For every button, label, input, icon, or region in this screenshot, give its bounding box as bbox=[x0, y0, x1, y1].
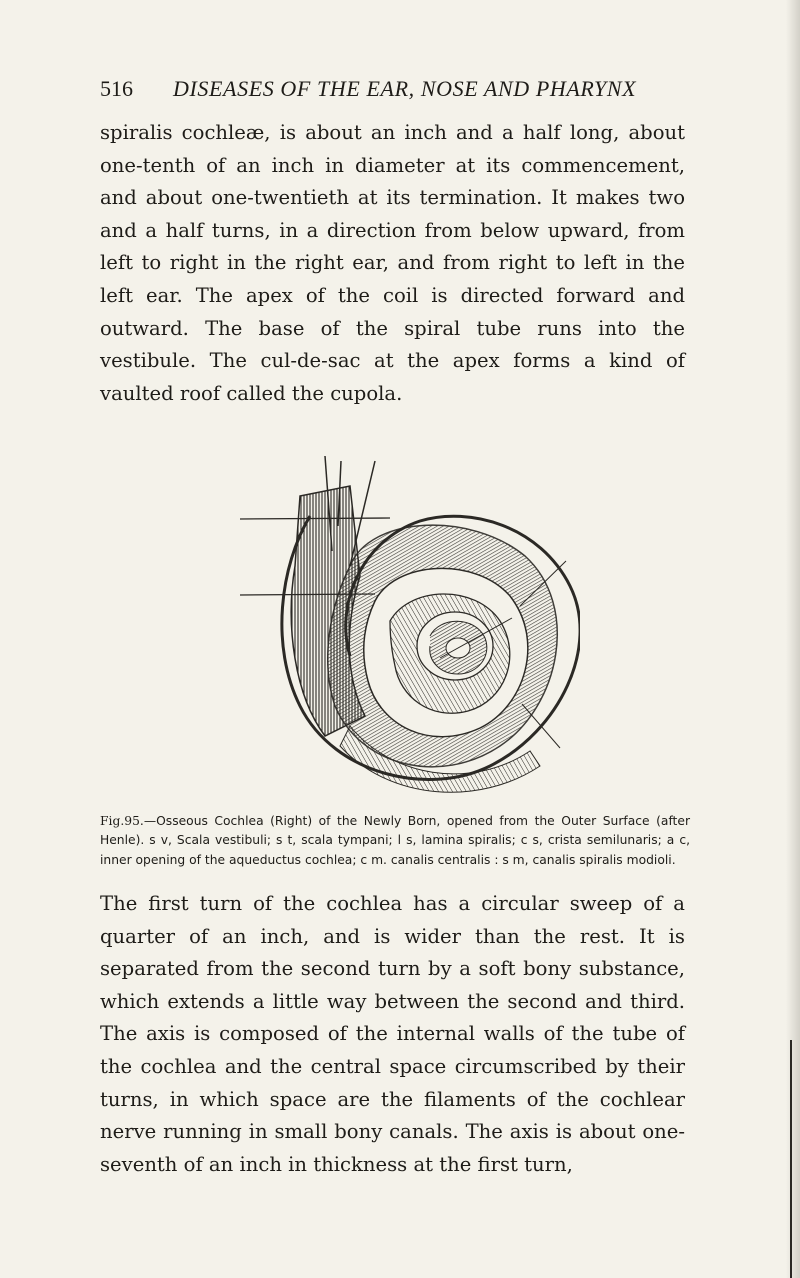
figure-caption-text: .—Osseous Cochlea (Right) of the Newly Born, opened from the Outer Surface (after Henle). s v, Scala vestibuli; s t, scala tympani; l s, lamina spiralis; c s, crista semilunaris; a c, inner opening of the aqueductus cochlea; c m. canalis centralis : s m, canalis spiralis modioli. bbox=[100, 814, 690, 867]
cochlea-illustration bbox=[240, 456, 580, 806]
page-edge-shadow bbox=[786, 0, 800, 1278]
page-edge-line bbox=[790, 1040, 792, 1278]
body-paragraph-1: spiralis cochleæ, is about an inch and a half long, about one-tenth of an inch in diameter at its commencement, and about one-twentieth at its termination. It makes two and a half turns, in a direction from below upward, from left to right in the right ear, and from right to left in the left ear. The apex of the coil is directed forward and outward. The base of the spiral tube runs into the vestibule. The cul-de-sac at the apex forms a kind of vaulted roof called the cupola. bbox=[100, 121, 685, 405]
figure-caption bbox=[100, 812, 690, 870]
page-header bbox=[100, 76, 700, 102]
page-number: 516 bbox=[100, 76, 133, 101]
body-paragraph-2: The first turn of the cochlea has a circular sweep of a quarter of an inch, and is wider than the rest. It is separated from the second turn by a soft bony substance, which extends a little way between the second and third. The axis is composed of the internal walls of the tube of the cochlea and the central space circumscribed by their turns, in which space are the filaments of the cochlear nerve running in small bony canals. The axis is about one-seventh of an inch in thickness at the first turn, bbox=[100, 892, 685, 1176]
running-title: DISEASES OF THE EAR, NOSE AND PHARYNX bbox=[173, 76, 637, 101]
figure-label: Fig.95 bbox=[100, 814, 140, 828]
